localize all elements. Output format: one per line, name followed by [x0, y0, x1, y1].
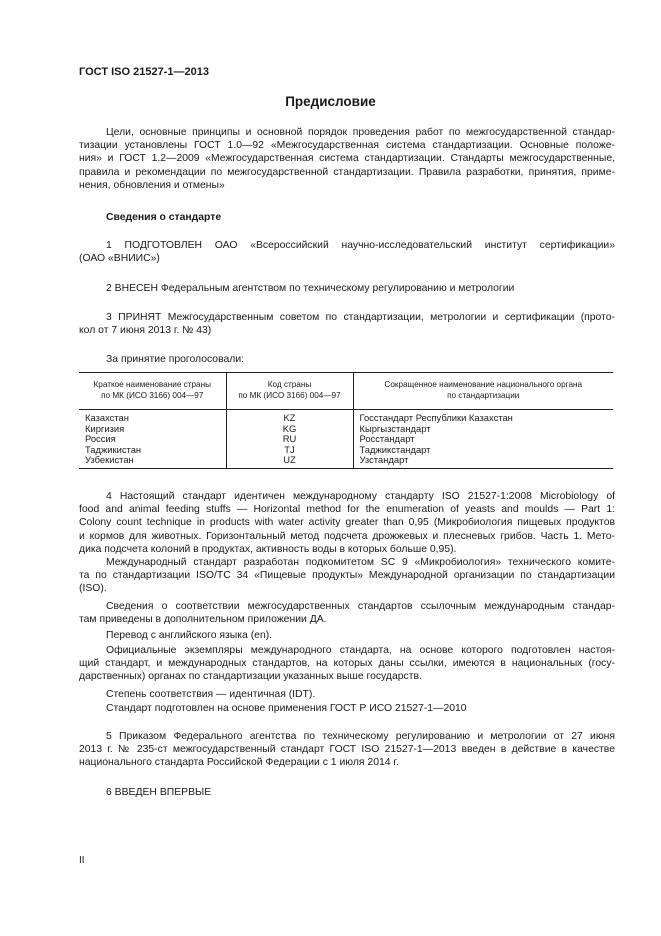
- table-row: [79, 410, 613, 424]
- header-line: Код страны: [267, 380, 312, 389]
- code-cell: KZ: [226, 410, 353, 424]
- text-line: food and animal feeding stuffs — Horizontal method for the enumeration of yeasts and moulds — Part 1:: [79, 504, 615, 516]
- item-4-basis-paragraph: Стандарт подготовлен на основе применения ГОСТ Р ИСО 21527-1—2010: [106, 703, 467, 714]
- text-line: 2013 г. № 235-ст межгосударственный стандарт ГОСТ ISO 21527-1—2013 введен в действие в качестве: [79, 744, 615, 756]
- country-cell: Узбекистан: [79, 455, 226, 468]
- page-title: Предисловие: [285, 94, 376, 109]
- code-cell: KG: [226, 424, 353, 435]
- voting-table: [79, 372, 613, 469]
- text-line: тизации установлены ГОСТ 1.0—92 «Межгосударственная система стандартизации. Основные положе-: [79, 140, 615, 152]
- header-line: по стандартизации: [447, 391, 520, 400]
- document-header: ГОСТ ISO 21527-1—2013: [79, 66, 209, 78]
- code-cell: TJ: [226, 445, 353, 456]
- country-cell: Киргизия: [85, 422, 125, 434]
- country-cell: Казахстан: [85, 412, 129, 423]
- item-4-paragraph: [79, 490, 615, 556]
- text-line: (ОАО «ВНИИС»): [79, 253, 160, 265]
- country-cell: Россия: [85, 433, 116, 445]
- text-line: и кормов для животных. Горизонтальный метод подсчета дрожжевых и плесневых грибов. Часть 1. Мето-: [79, 530, 615, 542]
- table-header-row: [79, 373, 613, 410]
- item-4-degree-paragraph: Степень соответствия — идентичная (IDT).: [106, 689, 316, 700]
- item-6-paragraph: 6 ВВЕДЕН ВПЕРВЫЕ: [106, 787, 212, 798]
- item-4-references-paragraph: [79, 600, 615, 626]
- item-2-paragraph: 2 ВНЕСЕН Федеральным агентством по техническому регулированию и метрологии: [106, 283, 515, 294]
- header-line: Сокращенное наименование национального органа: [384, 380, 583, 389]
- code-cell: UZ: [226, 455, 353, 468]
- text-line: Цели, основные принципы и основной порядок проведения работ по межгосударственной стандар-: [106, 127, 615, 138]
- body-cell: Госстандарт Республики Казахстан: [353, 410, 613, 424]
- text-line: дарственных) органах по стандартизации указанных выше государств.: [79, 671, 422, 683]
- text-line: ния» и ГОСТ 1.2—2009 «Межгосударственная система стандартизации. Стандарты межгосударственные,: [79, 153, 615, 165]
- column-header-country: [79, 373, 226, 410]
- body-cell: Узстандарт: [353, 455, 613, 468]
- text-line: та по стандартизации ISO/TC 34 «Пищевые продукты» Международной организации по стандартизации: [79, 570, 615, 582]
- text-line: кол от 7 июня 2013 г. № 43): [79, 325, 212, 337]
- header-line: Краткое наименование страны: [93, 380, 211, 389]
- text-line: нения, обновления и отмены»: [79, 179, 225, 191]
- item-4-developer-paragraph: [79, 556, 615, 596]
- table-row: [79, 445, 613, 456]
- text-line: 3 ПРИНЯТ Межгосударственным советом по стандартизации, метрологии и сертификации (прото-: [106, 312, 615, 323]
- text-line: (ISO).: [79, 583, 107, 595]
- text-line: щий стандарт, и международных стандартов, на которых даны ссылки, имеются в национальных (госу-: [79, 658, 615, 670]
- page-number: II: [79, 855, 85, 866]
- body-cell: Кыргызстандарт: [353, 424, 613, 435]
- section-title: Сведения о стандарте: [106, 212, 222, 223]
- text-line: национального стандарта Российской Федерации с 1 июля 2014 г.: [79, 757, 399, 769]
- intro-paragraph: [79, 126, 615, 192]
- text-line: Международный стандарт разработан подкомитетом SC 9 «Микробиология» технического комите-: [106, 557, 615, 568]
- item-4-copies-paragraph: [79, 644, 615, 684]
- country-cell: Таджикистан: [85, 443, 142, 455]
- item-1-paragraph: [79, 239, 615, 265]
- table-row: [79, 455, 613, 468]
- column-header-code: [226, 373, 353, 410]
- text-line: дика подсчета колоний в продуктах, активность воды в которых больше 0,95).: [79, 543, 457, 555]
- item-3-paragraph: [79, 311, 615, 337]
- text-line: там приведены в дополнительном приложении ДА.: [79, 614, 327, 626]
- text-line: правила и рекомендации по межгосударственной стандартизации. Правила разработки, принятия, приме-: [79, 166, 615, 178]
- text-line: Colony count technique in products with water activity greater than 0,95 (Микробиология пищевых продуктов: [79, 517, 615, 529]
- text-line: 1 ПОДГОТОВЛЕН ОАО «Всероссийский научно-исследовательский институт сертификации»: [106, 240, 615, 251]
- text-line: 4 Настоящий стандарт идентичен международному стандарту ISO 21527-1:2008 Microbiology of: [106, 491, 615, 502]
- text-line: Официальные экземпляры международного стандарта, на основе которого подготовлен настоя-: [106, 645, 615, 656]
- table-row: [79, 434, 613, 445]
- body-cell: Таджикстандарт: [353, 445, 613, 456]
- table-row: [79, 424, 613, 435]
- header-line: по МК (ИСО 3166) 004—97: [101, 391, 204, 400]
- item-5-paragraph: [79, 730, 615, 770]
- column-header-body: [353, 373, 613, 410]
- text-line: Сведения о соответствии межгосударственных стандартов ссылочным международным стандар-: [106, 601, 615, 612]
- header-line: по МК (ИСО 3166) 004—97: [238, 391, 341, 400]
- item-4-language-paragraph: Перевод с английского языка (en).: [106, 630, 273, 641]
- vote-intro: За принятие проголосовали:: [106, 354, 245, 365]
- code-cell: RU: [226, 434, 353, 445]
- body-cell: Росстандарт: [353, 434, 613, 445]
- text-line: 5 Приказом Федерального агентства по техническому регулированию и метрологии от 27 июня: [106, 731, 615, 742]
